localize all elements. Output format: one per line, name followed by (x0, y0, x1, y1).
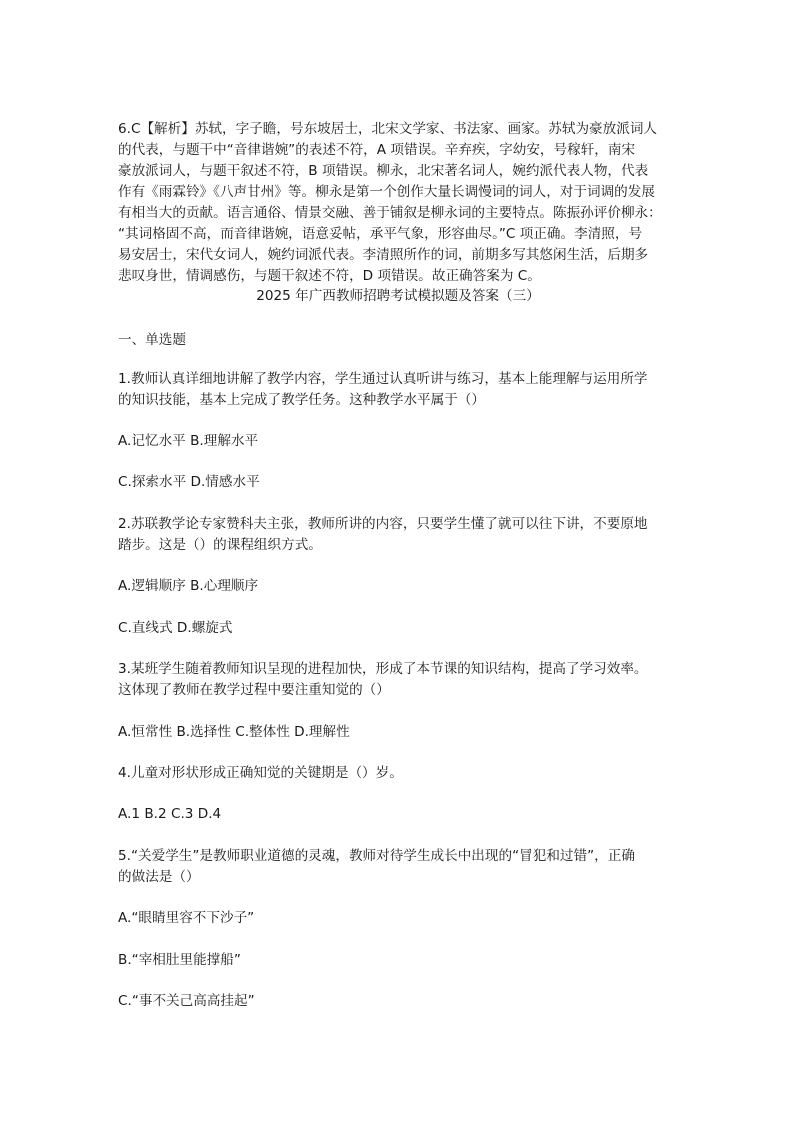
question-option: C.“事不关己高高挂起” (118, 993, 255, 1009)
section-heading: 一、单选题 (118, 332, 186, 348)
question-stem: 踏步。这是（）的课程组织方式。 (118, 537, 322, 553)
document-title: 2025 年广西教师招聘考试模拟题及答案（三） (256, 288, 540, 304)
analysis-line: “其词格固不高，而音律谐婉，语意妥帖，承平气象，形容曲尽。”C 项正确。李清照，号 (118, 226, 643, 242)
question-stem: 的做法是（） (118, 869, 200, 885)
analysis-line: 6.C【解析】苏轼，字子瞻，号东坡居士，北宋文学家、书法家、画家。苏轼为豪放派词人 (118, 121, 658, 137)
question-stem: 2.苏联教学论专家赞科夫主张，教师所讲的内容，只要学生懂了就可以往下讲，不要原地 (118, 516, 648, 532)
analysis-line: 有相当大的贡献。语言通俗、情景交融、善于铺叙是柳永词的主要特点。陈振孙评价柳永： (118, 205, 662, 221)
question-stem: 的知识技能，基本上完成了教学任务。这种教学水平属于（） (118, 392, 486, 408)
question-options: A.记忆水平 B.理解水平 (118, 433, 259, 449)
question-options: A.逻辑顺序 B.心理顺序 (118, 578, 259, 594)
question-stem: 3.某班学生随着教师知识呈现的进程加快，形成了本节课的知识结构，提高了学习效率。 (118, 661, 648, 677)
question-options: A.恒常性 B.选择性 C.整体性 D.理解性 (118, 724, 350, 740)
analysis-line: 作有《雨霖铃》《八声甘州》等。柳永是第一个创作大量长调慢词的词人，对于词调的发展 (118, 184, 655, 200)
question-option: B.“宰相肚里能撑船” (118, 952, 241, 968)
question-option: A.“眼睛里容不下沙子” (118, 910, 255, 926)
analysis-line: 豪放派词人，与题干叙述不符，B 项错误。柳永，北宋著名词人，婉约派代表人物，代表 (118, 163, 649, 179)
question-stem: 这体现了教师在教学过程中要注重知觉的（） (118, 682, 390, 698)
question-options: A.1 B.2 C.3 D.4 (118, 806, 222, 822)
question-options: C.直线式 D.螺旋式 (118, 620, 233, 636)
analysis-line: 的代表，与题干中“音律谐婉”的表述不符，A 项错误。辛弃疾，字幼安，号稼轩，南宋 (118, 142, 636, 158)
analysis-line: 易安居士，宋代女词人，婉约词派代表。李清照所作的词，前期多写其悠闲生活，后期多 (118, 247, 649, 263)
analysis-line: 悲叹身世，情调感伤，与题干叙述不符，D 项错误。故正确答案为 C。 (118, 268, 541, 284)
document-page (118, 0, 678, 1123)
question-options: C.探索水平 D.情感水平 (118, 474, 260, 490)
question-stem: 4.儿童对形状形成正确知觉的关键期是（）岁。 (118, 765, 403, 781)
question-stem: 5.“关爱学生”是教师职业道德的灵魂，教师对待学生成长中出现的“冒犯和过错”，正确 (118, 848, 635, 864)
question-stem: 1.教师认真详细地讲解了教学内容，学生通过认真听讲与练习，基本上能理解与运用所学 (118, 371, 648, 387)
